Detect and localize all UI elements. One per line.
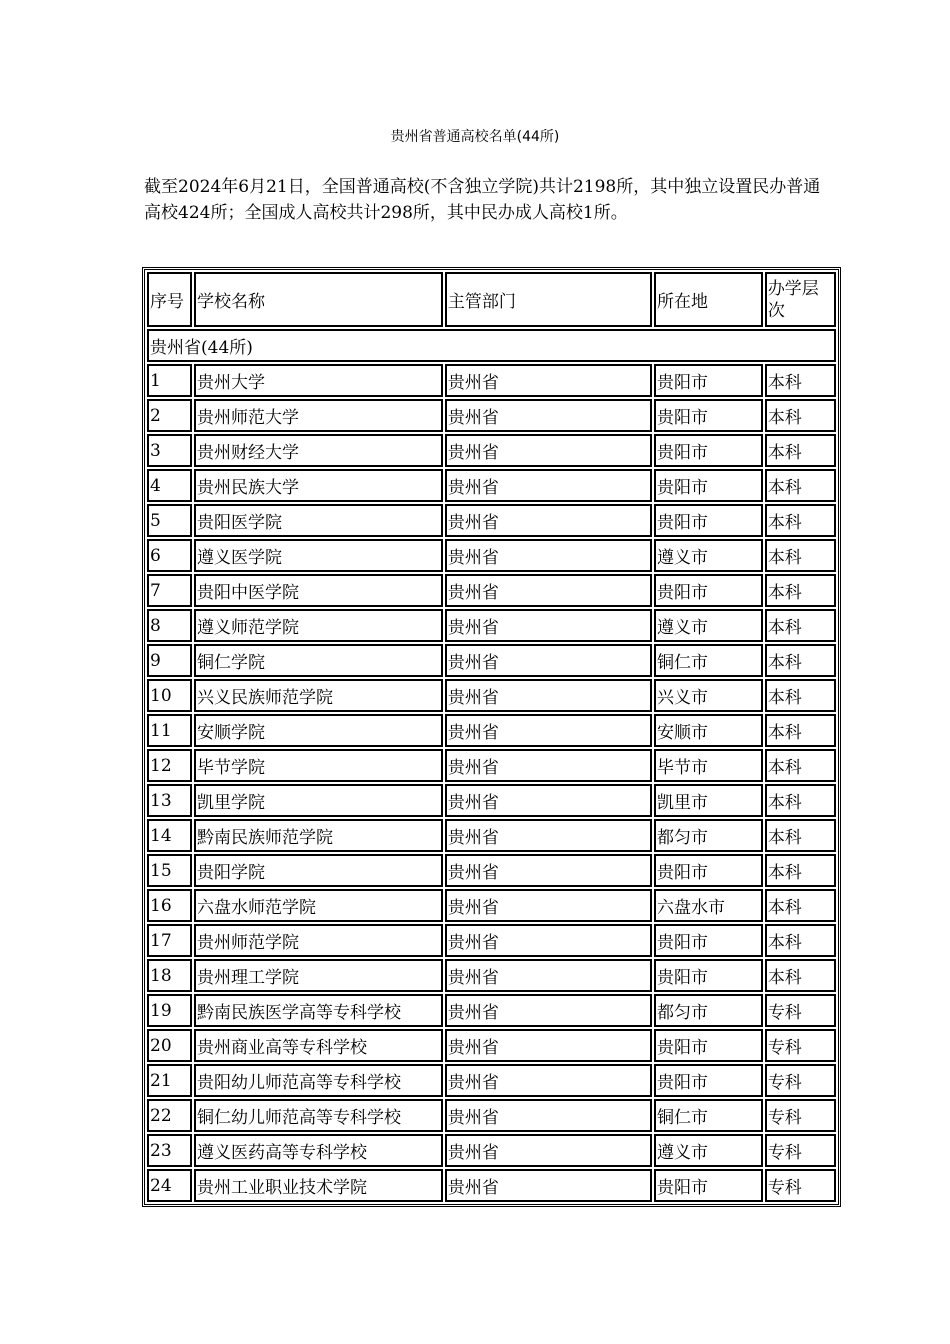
cell-dept: 贵州省	[445, 504, 652, 537]
cell-school-name: 遵义师范学院	[194, 609, 443, 642]
schools-table-body	[147, 272, 836, 1202]
cell-location: 贵阳市	[654, 504, 763, 537]
cell-location: 毕节市	[654, 749, 763, 782]
cell-dept: 贵州省	[445, 854, 652, 887]
cell-school-name: 遵义医药高等专科学校	[194, 1134, 443, 1167]
cell-no: 10	[147, 679, 192, 712]
cell-no: 5	[147, 504, 192, 537]
cell-level: 本科	[765, 539, 836, 572]
cell-school-name: 贵州理工学院	[194, 959, 443, 992]
cell-no: 21	[147, 1064, 192, 1097]
cell-location: 遵义市	[654, 609, 763, 642]
cell-location: 凯里市	[654, 784, 763, 817]
cell-level: 本科	[765, 679, 836, 712]
cell-location: 贵阳市	[654, 399, 763, 432]
table-row	[147, 819, 836, 852]
section-row	[147, 329, 836, 362]
cell-no: 11	[147, 714, 192, 747]
cell-location: 贵阳市	[654, 469, 763, 502]
cell-level: 本科	[765, 399, 836, 432]
cell-location: 贵阳市	[654, 434, 763, 467]
cell-no: 9	[147, 644, 192, 677]
cell-school-name: 兴义民族师范学院	[194, 679, 443, 712]
cell-school-name: 铜仁幼儿师范高等专科学校	[194, 1099, 443, 1132]
table-row	[147, 784, 836, 817]
cell-no: 12	[147, 749, 192, 782]
cell-level: 本科	[765, 714, 836, 747]
cell-school-name: 凯里学院	[194, 784, 443, 817]
cell-location: 铜仁市	[654, 1099, 763, 1132]
table-row	[147, 364, 836, 397]
table-row	[147, 539, 836, 572]
cell-dept: 贵州省	[445, 1099, 652, 1132]
header-no: 序号	[147, 272, 192, 327]
cell-school-name: 六盘水师范学院	[194, 889, 443, 922]
cell-no: 8	[147, 609, 192, 642]
cell-location: 遵义市	[654, 539, 763, 572]
table-row	[147, 924, 836, 957]
cell-no: 18	[147, 959, 192, 992]
cell-level: 本科	[765, 574, 836, 607]
page-title: 贵州省普通高校名单(44所)	[390, 129, 560, 145]
cell-location: 都匀市	[654, 819, 763, 852]
cell-no: 15	[147, 854, 192, 887]
cell-dept: 贵州省	[445, 784, 652, 817]
table-row	[147, 644, 836, 677]
cell-no: 4	[147, 469, 192, 502]
cell-level: 本科	[765, 784, 836, 817]
cell-level: 本科	[765, 434, 836, 467]
cell-location: 贵阳市	[654, 1169, 763, 1202]
cell-no: 7	[147, 574, 192, 607]
table-row	[147, 749, 836, 782]
cell-dept: 贵州省	[445, 469, 652, 502]
table-row	[147, 434, 836, 467]
cell-dept: 贵州省	[445, 1064, 652, 1097]
section-label: 贵州省(44所)	[147, 329, 836, 362]
cell-level: 专科	[765, 1099, 836, 1132]
cell-school-name: 安顺学院	[194, 714, 443, 747]
table-row	[147, 994, 836, 1027]
table-row	[147, 679, 836, 712]
schools-table	[142, 267, 841, 1207]
cell-level: 本科	[765, 644, 836, 677]
table-row	[147, 1134, 836, 1167]
cell-school-name: 贵阳中医学院	[194, 574, 443, 607]
cell-level: 本科	[765, 924, 836, 957]
cell-level: 本科	[765, 469, 836, 502]
cell-dept: 贵州省	[445, 364, 652, 397]
cell-school-name: 贵阳学院	[194, 854, 443, 887]
cell-level: 本科	[765, 959, 836, 992]
cell-level: 专科	[765, 994, 836, 1027]
table-row	[147, 469, 836, 502]
header-level: 办学层次	[765, 272, 836, 327]
cell-location: 贵阳市	[654, 364, 763, 397]
cell-location: 贵阳市	[654, 959, 763, 992]
cell-dept: 贵州省	[445, 1029, 652, 1062]
cell-location: 贵阳市	[654, 1029, 763, 1062]
cell-no: 2	[147, 399, 192, 432]
cell-location: 都匀市	[654, 994, 763, 1027]
cell-school-name: 黔南民族医学高等专科学校	[194, 994, 443, 1027]
table-row	[147, 1099, 836, 1132]
table-row	[147, 504, 836, 537]
table-row	[147, 889, 836, 922]
cell-level: 本科	[765, 889, 836, 922]
cell-no: 19	[147, 994, 192, 1027]
table-row	[147, 959, 836, 992]
cell-school-name: 铜仁学院	[194, 644, 443, 677]
table-row	[147, 854, 836, 887]
cell-level: 本科	[765, 854, 836, 887]
cell-dept: 贵州省	[445, 574, 652, 607]
cell-no: 22	[147, 1099, 192, 1132]
cell-dept: 贵州省	[445, 749, 652, 782]
table-row	[147, 399, 836, 432]
cell-no: 16	[147, 889, 192, 922]
cell-location: 遵义市	[654, 1134, 763, 1167]
header-location: 所在地	[654, 272, 763, 327]
cell-dept: 贵州省	[445, 819, 652, 852]
cell-dept: 贵州省	[445, 399, 652, 432]
table-row	[147, 1064, 836, 1097]
cell-dept: 贵州省	[445, 714, 652, 747]
cell-level: 本科	[765, 749, 836, 782]
cell-location: 兴义市	[654, 679, 763, 712]
cell-dept: 贵州省	[445, 1169, 652, 1202]
table-row	[147, 609, 836, 642]
cell-no: 6	[147, 539, 192, 572]
cell-dept: 贵州省	[445, 994, 652, 1027]
cell-location: 六盘水市	[654, 889, 763, 922]
cell-level: 本科	[765, 504, 836, 537]
cell-level: 专科	[765, 1169, 836, 1202]
cell-level: 专科	[765, 1134, 836, 1167]
cell-dept: 贵州省	[445, 644, 652, 677]
cell-school-name: 贵州大学	[194, 364, 443, 397]
cell-dept: 贵州省	[445, 1134, 652, 1167]
cell-school-name: 贵州师范学院	[194, 924, 443, 957]
cell-level: 本科	[765, 819, 836, 852]
cell-location: 安顺市	[654, 714, 763, 747]
cell-school-name: 贵阳幼儿师范高等专科学校	[194, 1064, 443, 1097]
table-row	[147, 1029, 836, 1062]
cell-level: 专科	[765, 1029, 836, 1062]
cell-level: 本科	[765, 609, 836, 642]
cell-school-name: 遵义医学院	[194, 539, 443, 572]
cell-location: 贵阳市	[654, 574, 763, 607]
cell-no: 17	[147, 924, 192, 957]
table-row	[147, 574, 836, 607]
cell-no: 23	[147, 1134, 192, 1167]
cell-dept: 贵州省	[445, 539, 652, 572]
cell-school-name: 贵州师范大学	[194, 399, 443, 432]
cell-school-name: 贵阳医学院	[194, 504, 443, 537]
cell-dept: 贵州省	[445, 434, 652, 467]
cell-school-name: 毕节学院	[194, 749, 443, 782]
cell-dept: 贵州省	[445, 889, 652, 922]
cell-location: 贵阳市	[654, 1064, 763, 1097]
cell-no: 14	[147, 819, 192, 852]
cell-school-name: 贵州财经大学	[194, 434, 443, 467]
table-row	[147, 1169, 836, 1202]
cell-school-name: 贵州民族大学	[194, 469, 443, 502]
cell-dept: 贵州省	[445, 924, 652, 957]
cell-dept: 贵州省	[445, 959, 652, 992]
cell-dept: 贵州省	[445, 679, 652, 712]
cell-location: 贵阳市	[654, 854, 763, 887]
cell-level: 专科	[765, 1064, 836, 1097]
header-dept: 主管部门	[445, 272, 652, 327]
table-row	[147, 714, 836, 747]
cell-no: 3	[147, 434, 192, 467]
cell-location: 贵阳市	[654, 924, 763, 957]
intro-paragraph: 截至2024年6月21日，全国普通高校(不含独立学院)共计2198所，其中独立设置民办普通高校424所；全国成人高校共计298所，其中民办成人高校1所。	[144, 177, 821, 223]
cell-school-name: 贵州工业职业技术学院	[194, 1169, 443, 1202]
cell-no: 13	[147, 784, 192, 817]
cell-school-name: 贵州商业高等专科学校	[194, 1029, 443, 1062]
cell-no: 24	[147, 1169, 192, 1202]
cell-no: 1	[147, 364, 192, 397]
cell-school-name: 黔南民族师范学院	[194, 819, 443, 852]
header-name: 学校名称	[194, 272, 443, 327]
cell-location: 铜仁市	[654, 644, 763, 677]
cell-no: 20	[147, 1029, 192, 1062]
cell-dept: 贵州省	[445, 609, 652, 642]
cell-level: 本科	[765, 364, 836, 397]
table-header-row	[147, 272, 836, 327]
